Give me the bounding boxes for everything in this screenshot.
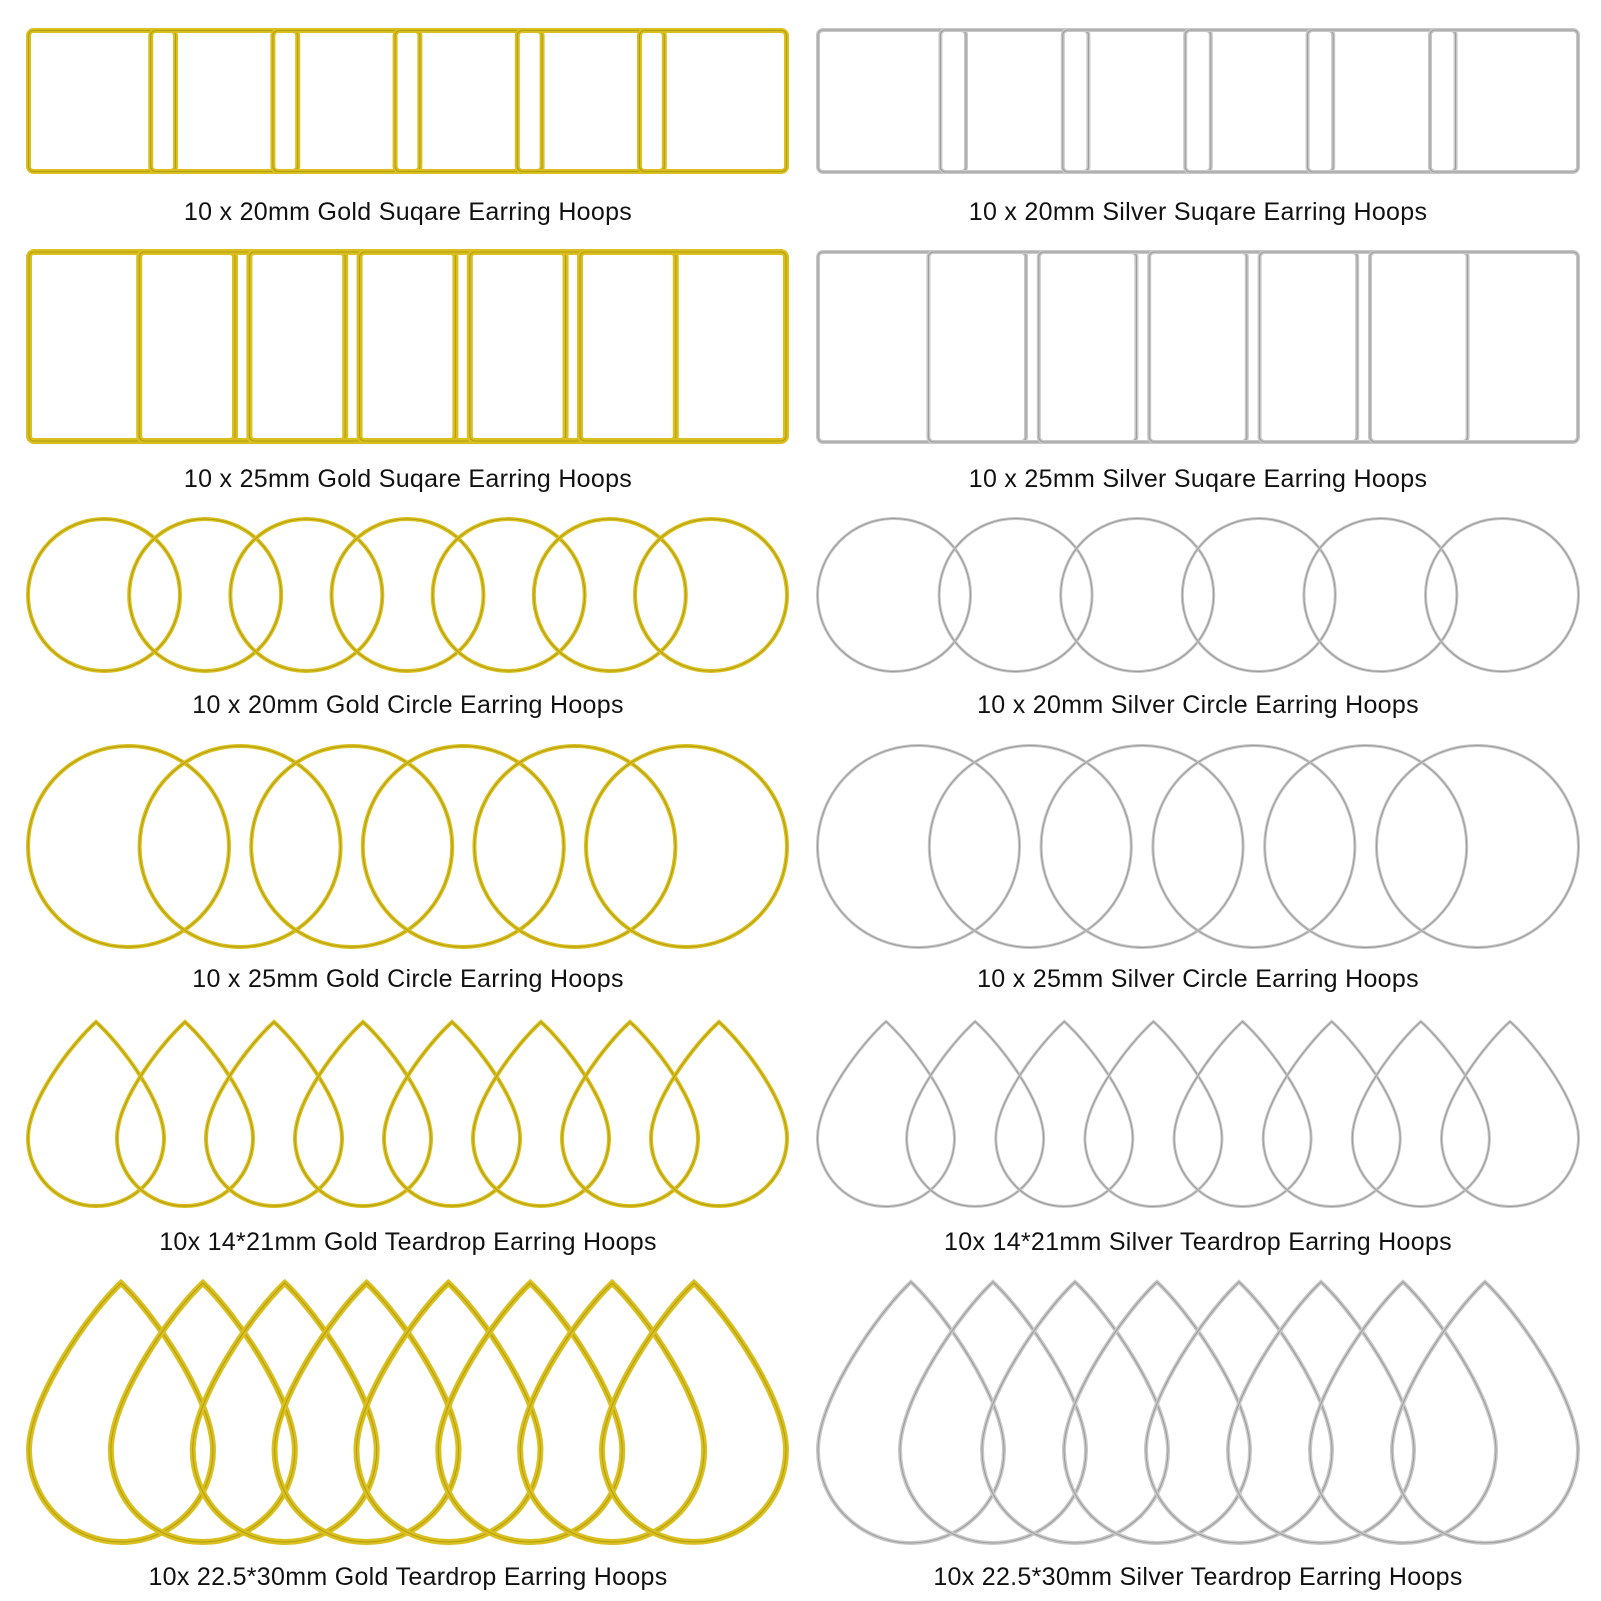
caption-gold-circle-20mm: 10 x 20mm Gold Circle Earring Hoops [192, 691, 624, 719]
caption-gold-square-25mm: 10 x 25mm Gold Suqare Earring Hoops [183, 465, 633, 493]
caption-gold-square-20mm: 10 x 20mm Gold Suqare Earring Hoops [183, 198, 633, 226]
caption-silver-teardrop-large: 10x 22.5*30mm Silver Teardrop Earring Hoops [933, 1563, 1463, 1591]
caption-silver-square-25mm: 10 x 25mm Silver Suqare Earring Hoops [968, 465, 1428, 493]
caption-silver-circle-20mm: 10 x 20mm Silver Circle Earring Hoops [977, 691, 1419, 719]
caption-silver-square-20mm: 10 x 20mm Silver Suqare Earring Hoops [968, 198, 1428, 226]
caption-silver-teardrop-small: 10x 14*21mm Silver Teardrop Earring Hoops [944, 1228, 1452, 1256]
caption-gold-teardrop-small: 10x 14*21mm Gold Teardrop Earring Hoops [159, 1228, 657, 1256]
caption-gold-circle-25mm: 10 x 25mm Gold Circle Earring Hoops [192, 965, 624, 993]
caption-gold-teardrop-large: 10x 22.5*30mm Gold Teardrop Earring Hoops [148, 1563, 668, 1591]
caption-silver-circle-25mm: 10 x 25mm Silver Circle Earring Hoops [977, 965, 1419, 993]
